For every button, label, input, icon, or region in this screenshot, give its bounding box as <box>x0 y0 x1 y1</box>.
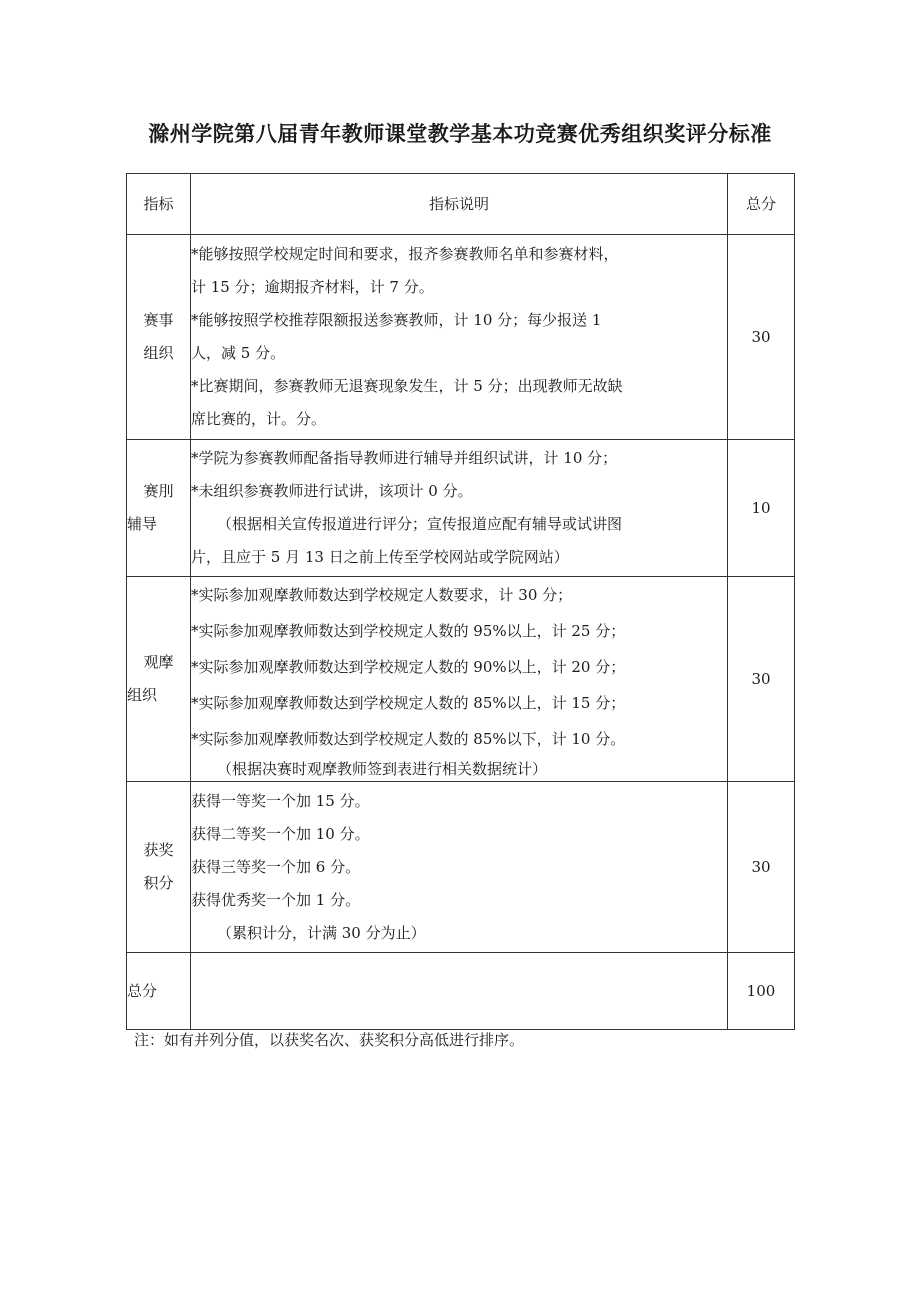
footnote: 注：如有并列分值，以获奖名次、获奖积分高低进行排序。 <box>134 1031 525 1049</box>
row-description <box>191 440 728 577</box>
row-description <box>191 782 728 953</box>
description-line: *实际参加观摩教师数达到学校规定人数要求，计 30 分； <box>191 586 573 604</box>
row-label: 获奖 积分 <box>127 782 191 953</box>
description-line: *实际参加观摩教师数达到学校规定人数的 85%以下，计 10 分。 <box>191 730 626 748</box>
description-line: *未组织参赛教师进行试讲，该项计 0 分。 <box>191 482 473 500</box>
scoring-table <box>126 173 795 1030</box>
row-score: 30 <box>728 235 795 440</box>
description-line: 人，减 5 分。 <box>191 344 286 362</box>
description-line: 获得优秀奖一个加 1 分。 <box>191 890 361 909</box>
table-row-observation-organization <box>127 577 795 782</box>
description-line: （根据相关宣传报道进行评分；宣传报道应配有辅导或试讲图 <box>217 515 623 533</box>
table-row-pre-competition-coaching <box>127 440 795 577</box>
description-line: 席比赛的，计。分。 <box>191 410 327 428</box>
description-line: （累积计分，计满 30 分为止） <box>217 923 426 942</box>
row-label: 观摩 组织 <box>127 577 191 782</box>
description-line: *实际参加观摩教师数达到学校规定人数的 90%以上，计 20 分； <box>191 658 626 676</box>
description-line: 获得三等奖一个加 6 分。 <box>191 857 361 876</box>
row-score: 30 <box>728 782 795 953</box>
table-row-event-organization <box>127 235 795 440</box>
description-line: *实际参加观摩教师数达到学校规定人数的 95%以上，计 25 分； <box>191 622 626 640</box>
description-line: 片，且应于 5 月 13 日之前上传至学校网站或学院网站） <box>191 548 569 566</box>
header-description: 指标说明 <box>191 174 728 235</box>
header-score: 总分 <box>728 174 795 235</box>
header-indicator: 指标 <box>127 174 191 235</box>
table-header-row <box>127 174 795 235</box>
description-line: *能够按照学校规定时间和要求，报齐参赛教师名单和参赛材料， <box>191 245 619 263</box>
document-title: 滁州学院第八届青年教师课堂教学基本功竞赛优秀组织奖评分标准 <box>148 122 772 146</box>
row-description <box>191 577 728 782</box>
table-row-award-points <box>127 782 795 953</box>
row-label: 赛事 组织 <box>127 235 191 440</box>
row-score: 10 <box>728 440 795 577</box>
description-line: 计 15 分；逾期报齐材料，计 7 分。 <box>191 278 434 296</box>
description-line: 获得一等奖一个加 15 分。 <box>191 791 370 810</box>
row-description <box>191 235 728 440</box>
description-line: *学院为参赛教师配备指导教师进行辅导并组织试讲，计 10 分； <box>191 449 618 467</box>
total-description <box>191 953 728 1030</box>
description-line: *比赛期间，参赛教师无退赛现象发生，计 5 分；出现教师无故缺 <box>191 377 623 395</box>
description-line: （根据决赛时观摩教师签到表进行相关数据统计） <box>217 760 548 778</box>
description-line: 获得二等奖一个加 10 分。 <box>191 824 370 843</box>
description-line: *能够按照学校推荐限额报送参赛教师，计 10 分；每少报送 1 <box>191 311 602 329</box>
row-label: 赛刖 辅导 <box>127 440 191 577</box>
description-line: *实际参加观摩教师数达到学校规定人数的 85%以上，计 15 分； <box>191 694 626 712</box>
table-row-total <box>127 953 795 1030</box>
row-score: 30 <box>728 577 795 782</box>
total-score: 100 <box>728 953 795 1030</box>
total-label: 总分 <box>127 953 191 1030</box>
